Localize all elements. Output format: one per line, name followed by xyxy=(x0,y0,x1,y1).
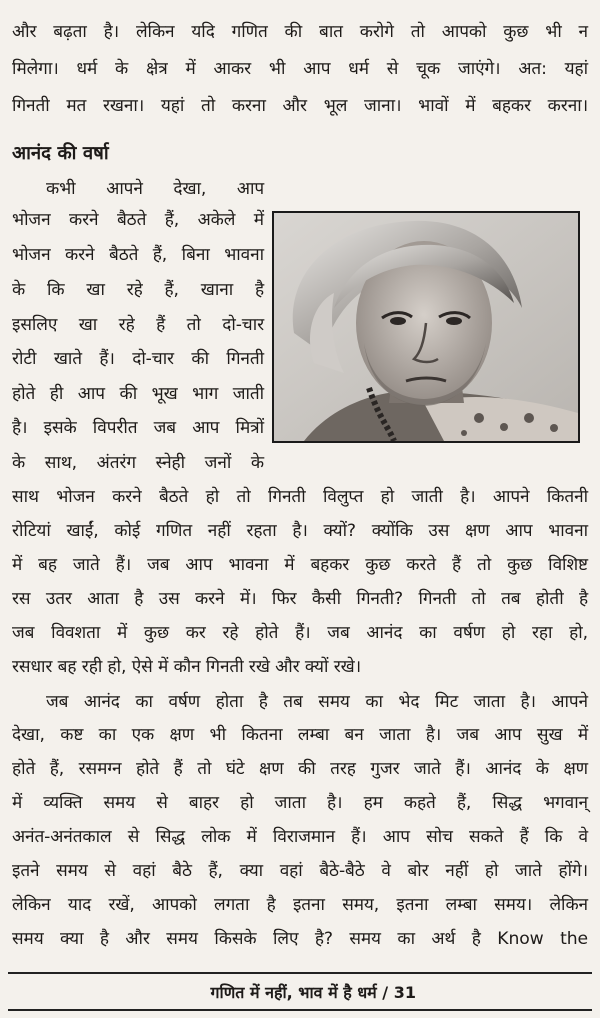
footer-rule-bottom xyxy=(8,1009,592,1011)
text-line: गिनती मत रखना। यहां तो करना और भूल जाना। भावों में बहकर करना। xyxy=(12,96,588,116)
footer-rule-top xyxy=(8,972,592,974)
portrait-photo xyxy=(272,211,580,443)
text-line: देखा, कष्ट का एक क्षण भी कितना लम्बा बन जाता है। जब आप सुख में xyxy=(12,725,588,745)
text-line: रोटियां खाईं, कोई गणित नहीं रहता है। क्यों? क्योंकि उस क्षण आप भावना xyxy=(12,521,588,541)
text-line: है। इसके विपरीत जब आप मित्रों xyxy=(12,418,264,438)
text-line: के साथ, अंतरंग स्नेही जनों के xyxy=(12,453,264,473)
text-line: लेकिन याद रखें, आपको लगता है इतना समय, इतना लम्बा समय। लेकिन xyxy=(12,895,588,915)
section-heading: आनंद की वर्षा xyxy=(12,143,109,164)
text-line: इसलिए खा रहे हैं तो दो-चार xyxy=(12,315,264,335)
text-line: होते हैं, रसमग्न होते हैं तो घंटे क्षण की तरह गुजर जाते हैं। आनंद के क्षण xyxy=(12,759,588,779)
text-line: अनंत-अनंतकाल से सिद्ध लोक में विराजमान हैं। आप सोच सकते हैं कि वे xyxy=(12,827,588,847)
text-line: भोजन करने बैठते हैं, बिना भावना xyxy=(12,245,264,265)
text-line: जब विवशता में कुछ कर रहे होते हैं। जब आनंद का वर्षण हो रहा हो, xyxy=(12,623,588,643)
text-line: में व्यक्ति समय से बाहर हो जाता है। हम कहते हैं, सिद्ध भगवान् xyxy=(12,793,588,813)
text-line: साथ भोजन करने बैठते हो तो गिनती विलुप्त हो जाती है। आपने कितनी xyxy=(12,487,588,507)
text-line: कभी आपने देखा, आप xyxy=(46,179,264,199)
text-line: होते ही आप की भूख भाग जाती xyxy=(12,384,264,404)
text-line: रस उतर आता है उस करने में। फिर कैसी गिनती? गिनती तो तब होती है xyxy=(12,589,588,609)
text-line: रोटी खाते हैं। दो-चार की गिनती xyxy=(12,349,264,369)
text-line: और बढ़ता है। लेकिन यदि गणित की बात करोगे तो आपको कुछ भी न xyxy=(12,22,588,42)
text-line: इतने समय से वहां बैठे हैं, क्या वहां बैठे-बैठे वे बोर नहीं हो जाते होंगे। xyxy=(12,861,588,881)
text-line: रसधार बह रही हो, ऐसे में कौन गिनती रखे और क्यों रखे। xyxy=(12,657,362,677)
text-line: मिलेगा। धर्म के क्षेत्र में आकर भी आप धर्म से चूक जाएंगे। अत: यहां xyxy=(12,59,588,79)
text-line: समय क्या है और समय किसके लिए है? समय का अर्थ है Know the xyxy=(12,929,588,949)
running-footer: गणित में नहीं, भाव में है धर्म / 31 xyxy=(210,983,416,1002)
text-line: जब आनंद का वर्षण होता है तब समय का भेद मिट जाता है। आपने xyxy=(46,692,588,712)
text-line: भोजन करने बैठते हैं, अकेले में xyxy=(12,210,264,230)
text-line: के कि खा रहे हैं, खाना है xyxy=(12,280,264,300)
portrait-illustration xyxy=(274,213,578,441)
text-line: में बह जाते हैं। जब आप भावना में बहकर कुछ करते हैं तो कुछ विशिष्ट xyxy=(12,555,588,575)
